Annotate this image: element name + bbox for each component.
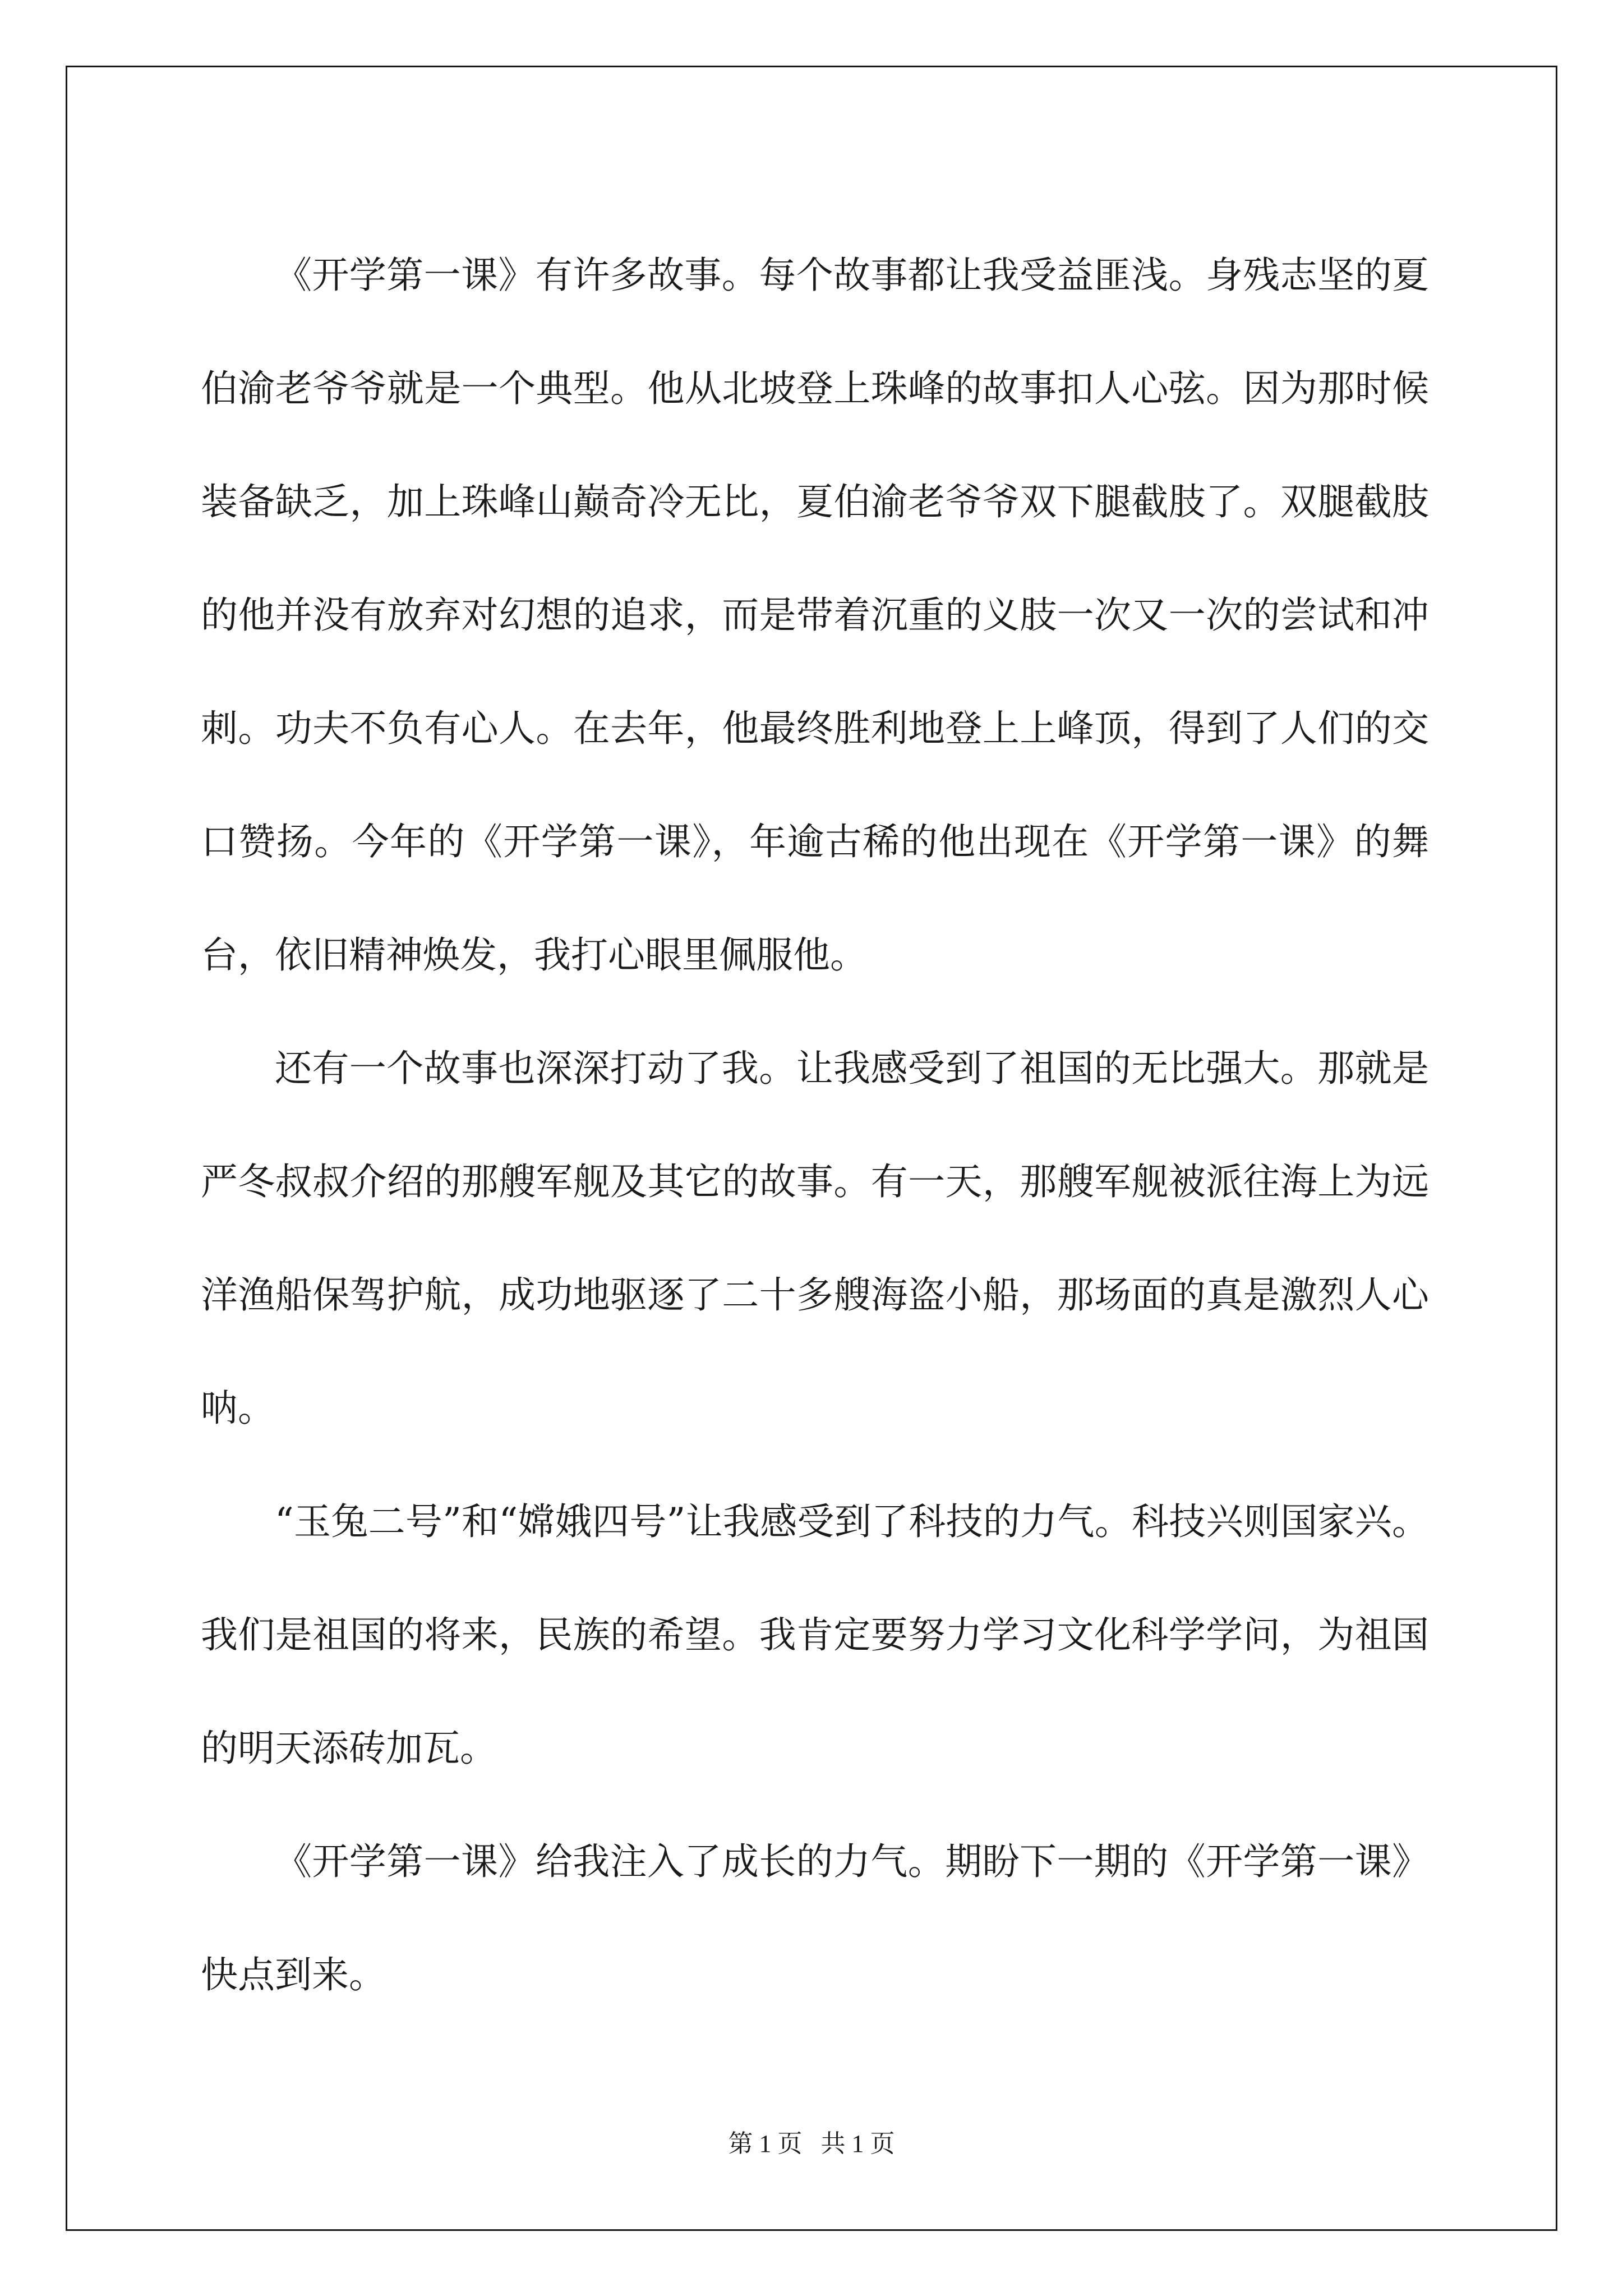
page-number-footer: 第 1 页 共 1 页 <box>728 2130 895 2157</box>
paragraph-4: 《开学第一课》给我注入了成长的力气。期盼下一期的《开学第一课》快点到来。 <box>201 1840 1429 1996</box>
document-body <box>201 219 1429 2032</box>
paragraph-2: 还有一个故事也深深打动了我。让我感受到了祖国的无比强大。那就是严冬叔叔介绍的那艘军舰及其它的故事。有一天，那艘军舰被派往海上为远洋渔船保驾护航，成功地驱逐了二十多艘海盗小船，那场面的真是激烈人心呐。 <box>201 1047 1429 1430</box>
paragraph-1: 《开学第一课》有许多故事。每个故事都让我受益匪浅。身残志坚的夏伯渝老爷爷就是一个典型。他从北坡登上珠峰的故事扣人心弦。因为那时候装备缺乏，加上珠峰山巅奇冷无比，夏伯渝老爷爷双下腿截肢了。双腿截肢的他并没有放弃对幻想的追求，而是带着沉重的义肢一次又一次的尝试和冲刺。功夫不负有心人。在去年，他最终胜利地登上上峰顶，得到了人们的交口赞扬。今年的《开学第一课》，年逾古稀的他出现在《开学第一课》的舞台，依旧精神焕发，我打心眼里佩服他。 <box>201 254 1429 977</box>
paragraph-3: “玉兔二号”和“嫦娥四号”让我感受到了科技的力气。科技兴则国家兴。我们是祖国的将来，民族的希望。我肯定要努力学习文化科学学问，为祖国的明天添砖加瓦。 <box>201 1500 1429 1770</box>
